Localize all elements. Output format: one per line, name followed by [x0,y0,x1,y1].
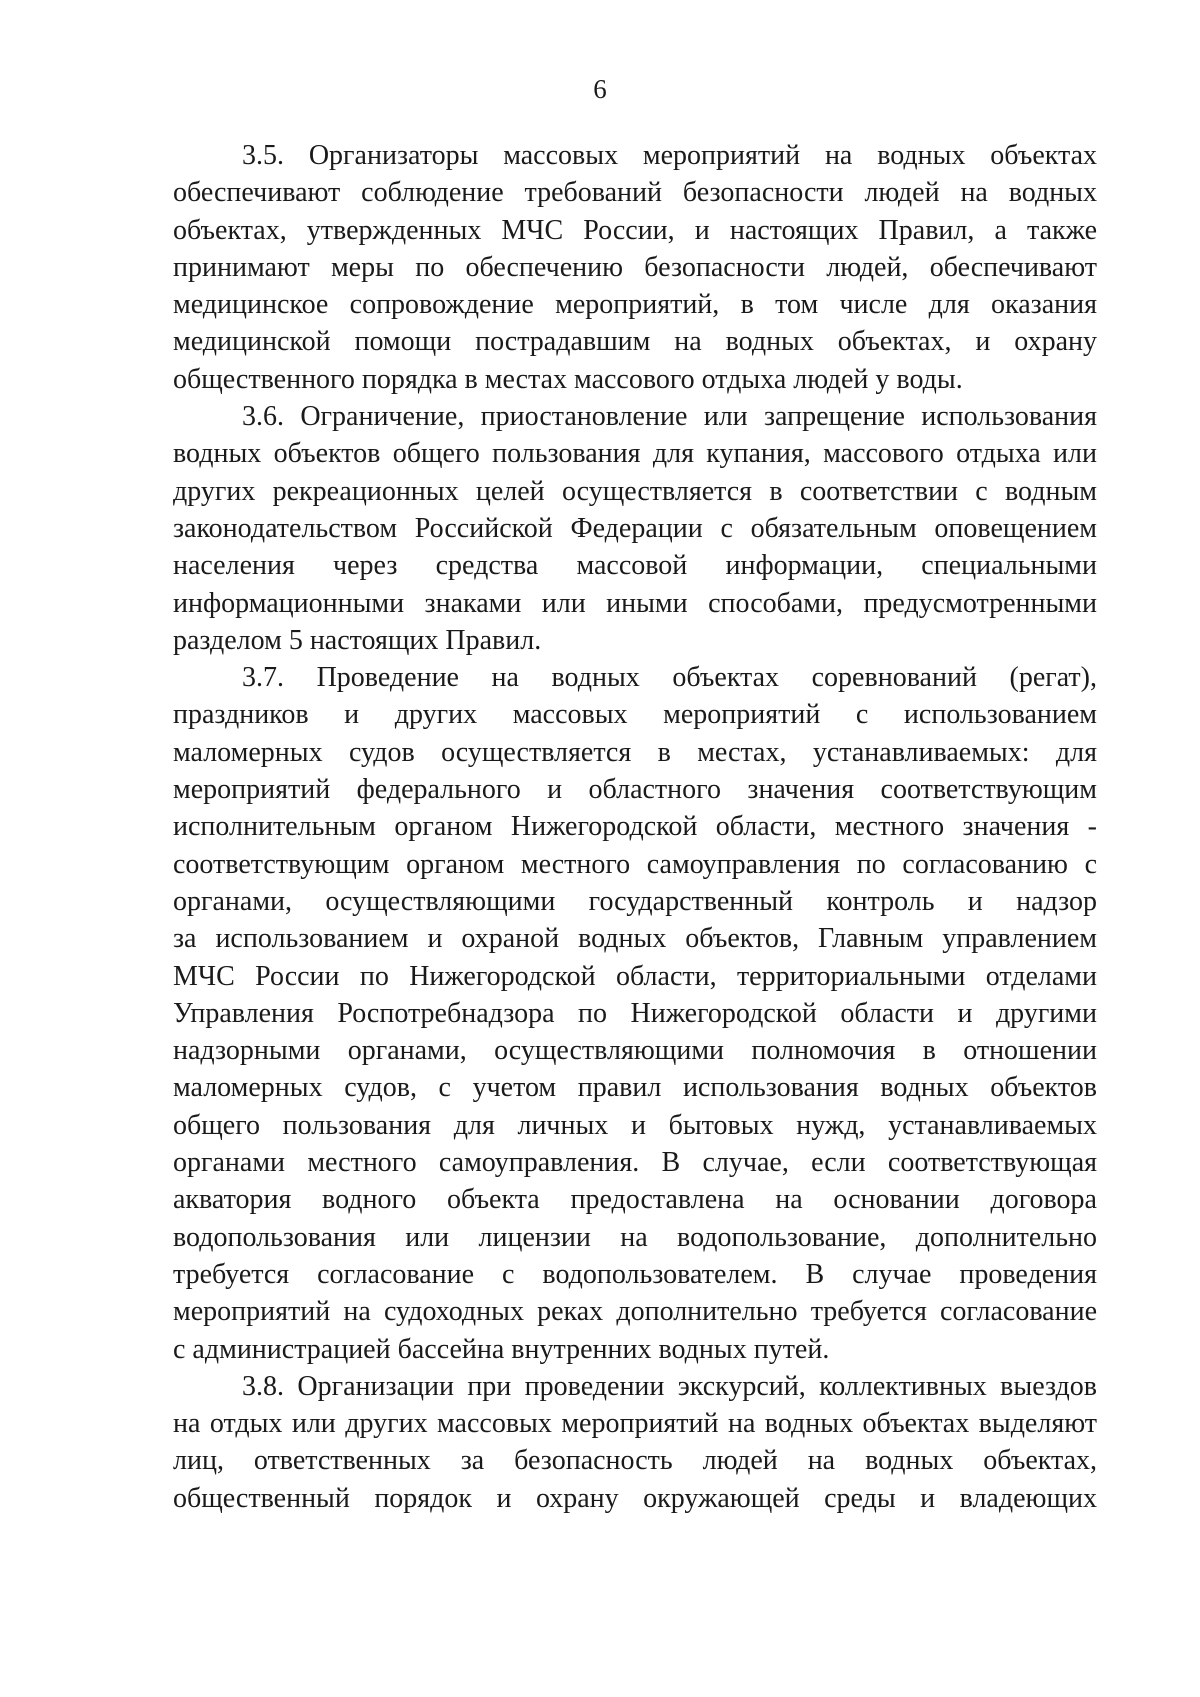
text-line: акватория водного объекта предоставлена на основании договора [173,1184,1097,1216]
text-line: общего пользования для личных и бытовых нужд, устанавливаемых [173,1109,1097,1141]
text-line: органами местного самоуправления. В случае, если соответствующая [173,1147,1097,1179]
text-line: 3.8. Организации при проведении экскурсий, коллективных выездов [242,1370,1097,1402]
text-line: с администрацией бассейна внутренних водных путей. [173,1333,830,1365]
text-line: мероприятий на судоходных реках дополнительно требуется согласование [173,1296,1097,1328]
text-line: за использованием и охраной водных объектов, Главным управлением [173,923,1097,955]
text-line: общественный порядок и охрану окружающей среды и владеющих [173,1482,1097,1514]
text-line: 3.7. Проведение на водных объектах соревнований (регат), [242,662,1097,694]
text-line: 3.6. Ограничение, приостановление или запрещение использования [242,401,1097,433]
document-body [173,137,1097,1517]
paragraph-3-5 [173,137,1097,398]
text-line: маломерных судов осуществляется в местах, устанавливаемых: для [173,736,1097,768]
text-line: органами, осуществляющими государственный контроль и надзор [173,885,1097,917]
text-line: требуется согласование с водопользователем. В случае проведения [173,1258,1097,1290]
paragraph-3-8 [173,1368,1097,1517]
page-number: 6 [593,74,607,104]
text-line: общественного порядка в местах массового отдыха людей у воды. [173,363,963,395]
text-line: МЧС России по Нижегородской области, территориальными отделами [173,960,1097,992]
text-line: Управления Роспотребнадзора по Нижегородской области и другими [173,997,1097,1029]
text-line: законодательством Российской Федерации с обязательным оповещением [173,512,1097,544]
text-line: праздников и других массовых мероприятий с использованием [173,699,1097,731]
text-line: населения через средства массовой информации, специальными [173,550,1097,582]
text-line: медицинское сопровождение мероприятий, в том числе для оказания [173,289,1097,321]
text-line: мероприятий федерального и областного значения соответствующим [173,774,1097,806]
text-line: на отдых или других массовых мероприятий на водных объектах выделяют [173,1408,1097,1440]
text-line: исполнительным органом Нижегородской области, местного значения - [173,811,1097,843]
text-line: информационными знаками или иными способами, предусмотренными [173,587,1097,619]
paragraph-3-7 [173,659,1097,1368]
text-line: лиц, ответственных за безопасность людей на водных объектах, [173,1445,1097,1477]
text-line: принимают меры по обеспечению безопасности людей, обеспечивают [173,251,1097,283]
text-line: водных объектов общего пользования для купания, массового отдыха или [173,438,1097,470]
text-line: надзорными органами, осуществляющими полномочия в отношении [173,1035,1097,1067]
paragraph-3-6 [173,398,1097,659]
text-line: медицинской помощи пострадавшим на водных объектах, и охрану [173,326,1097,358]
text-line: маломерных судов, с учетом правил использования водных объектов [173,1072,1097,1104]
text-line: других рекреационных целей осуществляется в соответствии с водным [173,475,1097,507]
text-line: 3.5. Организаторы массовых мероприятий на водных объектах [242,140,1097,171]
text-line: соответствующим органом местного самоуправления по согласованию с [173,848,1097,880]
text-line: обеспечивают соблюдение требований безопасности людей на водных [173,177,1097,209]
text-line: водопользования или лицензии на водопользование, дополнительно [173,1221,1097,1253]
text-line: разделом 5 настоящих Правил. [173,624,542,656]
text-line: объектах, утвержденных МЧС России, и настоящих Правил, а также [173,214,1097,246]
